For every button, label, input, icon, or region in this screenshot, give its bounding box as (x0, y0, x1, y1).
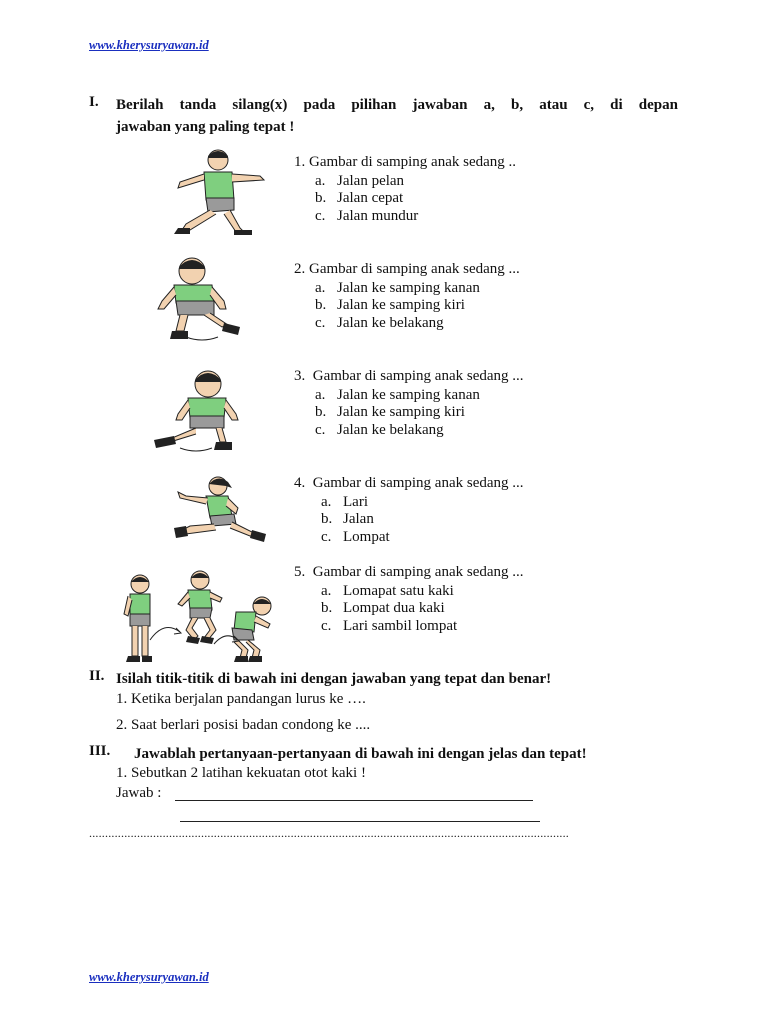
question-5-option-a[interactable]: a. Lomapat satu kaki (321, 582, 454, 599)
question-1-option-b[interactable]: b. Jalan cepat (315, 190, 404, 206)
question-1-number: 1. (294, 154, 306, 170)
section-2-instruction: Isilah titik-titik di bawah ini dengan jawaban yang tepat dan benar! (116, 671, 552, 687)
question-3-option-a[interactable]: a. Jalan ke samping kanan (315, 386, 480, 403)
footer-link[interactable]: www.kherysuryawan.id (89, 970, 209, 984)
question-2-text: Gambar di samping anak sedang ... (309, 261, 520, 277)
question-3-text: Gambar di samping anak sedang ... (312, 368, 524, 384)
question-4-text: Gambar di samping anak sedang ... (312, 475, 524, 491)
question-5-option-c[interactable]: c. Lari sambil lompat (321, 617, 458, 634)
jumping-sequence-figure (114, 570, 286, 668)
question-5-text: Gambar di samping anak sedang ... (312, 564, 524, 580)
question-1-option-a[interactable]: a. Jalan pelan (315, 172, 405, 189)
question-4-option-c[interactable]: c. Lompat (321, 528, 390, 545)
question-5-option-b[interactable]: b. Lompat dua kaki (321, 600, 445, 616)
question-4-option-a[interactable]: a. Lari (321, 493, 368, 510)
question-3-option-c[interactable]: c. Jalan ke belakang (315, 421, 444, 438)
question-2 (294, 261, 520, 332)
question-3-option-b[interactable]: b. Jalan ke samping kiri (315, 404, 465, 420)
section-1-instruction-line1: Berilah tanda silang(x) pada pilihan jawaban a, b, atau c, di depan (116, 97, 678, 113)
side-step-left-boy-figure (150, 368, 250, 454)
section-1-instruction-line2: jawaban yang paling tepat ! (116, 119, 295, 135)
question-4 (294, 475, 524, 546)
question-5 (294, 564, 524, 635)
question-1-text: Gambar di samping anak sedang .. (309, 154, 517, 170)
answer-dotted-line[interactable]: ...................................................................................................................................................... (89, 826, 569, 840)
answer-line-2[interactable] (180, 821, 540, 822)
question-3 (294, 368, 524, 439)
section-2-item-2: 2. Saat berlari posisi badan condong ke .... (116, 717, 371, 733)
question-3-number: 3. (294, 368, 306, 384)
question-2-option-b[interactable]: b. Jalan ke samping kiri (315, 297, 465, 313)
walking-boy-figure (160, 148, 272, 236)
question-4-number: 4. (294, 475, 306, 491)
answer-label: Jawab : (116, 785, 162, 801)
section-2-item-1: 1. Ketika berjalan pandangan lurus ke …. (116, 691, 366, 707)
question-5-number: 5. (294, 564, 306, 580)
header-link[interactable]: www.kherysuryawan.id (89, 38, 209, 52)
section-1-number: I. (89, 94, 99, 110)
question-2-number: 2. (294, 261, 306, 277)
question-2-option-c[interactable]: c. Jalan ke belakang (315, 314, 444, 331)
question-2-option-a[interactable]: a. Jalan ke samping kanan (315, 279, 480, 296)
side-step-boy-figure (146, 255, 246, 343)
section-3-number: III. (89, 743, 111, 759)
section-2-number: II. (89, 668, 105, 684)
question-1-option-c[interactable]: c. Jalan mundur (315, 207, 419, 224)
question-4-option-b[interactable]: b. Jalan (321, 511, 374, 527)
question-1 (294, 154, 516, 225)
running-girl-figure (172, 474, 268, 544)
section-3-instruction: Jawablah pertanyaan-pertanyaan di bawah ini dengan jelas dan tepat! (134, 746, 587, 762)
answer-line-1[interactable] (175, 800, 533, 801)
section-3-item-1: 1. Sebutkan 2 latihan kekuatan otot kaki ! (116, 765, 366, 781)
section-1-instruction (116, 94, 678, 138)
